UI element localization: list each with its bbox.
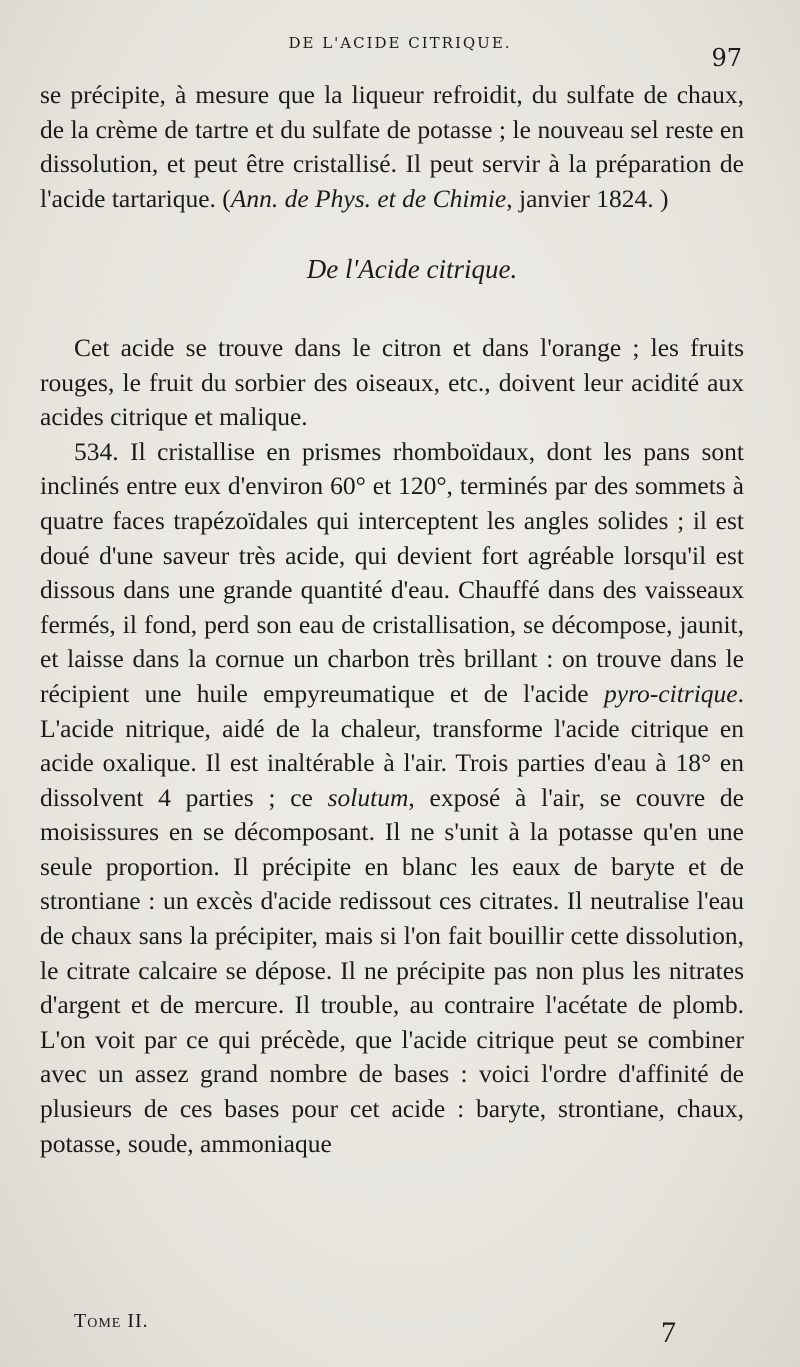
paragraph-534 (40, 435, 744, 1161)
italic-term: solutum (327, 782, 409, 812)
paragraph-text: , exposé à l'air, se couvre de moisissures en se décomposant. Il ne s'unit à la potasse qu'en une seule proportion. Il précipite en blanc les eaux de baryte et de strontiane : un excès d'acide redissout ces citrates. Il neutralise l'eau de chaux sans la précipiter, mais si l'on fait bouillir cette dissolution, le citrate calcaire se dépose. Il ne précipite pas non plus les nitrates d'argent et de mercure. Il trouble, au contraire l'acétate de plomb. L'on voit par ce qui précède, que l'acide citrique peut se combiner avec un assez grand nombre de bases : voici l'ordre d'affinité de plusieurs de ces bases pour cet acide : baryte, strontiane, chaux, potasse, soude, ammoniaque (40, 782, 744, 1158)
citation-date: , janvier 1824. ) (506, 183, 669, 213)
running-head: DE L'ACIDE CITRIQUE. (288, 34, 512, 52)
page-number: 97 (711, 44, 742, 72)
signature-mark: Tome II. (74, 1310, 149, 1332)
section-heading: De l'Acide citrique. (306, 254, 518, 285)
body-text (40, 78, 744, 1161)
gathering-number: 7 (661, 1316, 676, 1349)
italic-term: pyro-citrique (604, 678, 738, 708)
citation-title: Ann. de Phys. et de Chimie (230, 183, 507, 213)
paragraph-text: se précipite, à mesure que la liqueur refroidit, du sulfate de chaux, de la crème de tartre et du sulfate de potasse ; le nouveau sel reste en dissolution, et peut être cristallisé. Il peut servir à la préparation de l'acide tartarique. ( (40, 80, 744, 213)
paragraph-text: . L'acide nitrique, aidé de la chaleur, transforme l'acide citrique en acide oxalique. Il est inaltérable à l'air. Trois parties d'eau à 18° en dissolvent 4 parties ; ce (40, 678, 744, 812)
paragraph-text: 534. Il cristallise en prismes rhomboïdaux, dont les pans sont inclinés entre eux d'environ 60° et 120°, terminés par des sommets à quatre faces trapézoïdales qui interceptent les angles solides ; il est doué d'une saveur très acide, qui devient fort agréable lorsqu'il est dissous dans une grande quantité d'eau. Chauffé dans des vaisseaux fermés, il fond, perd son eau de cristallisation, se décompose, jaunit, et laisse dans la cornue un charbon très brillant : on trouve dans le récipient une huile empyreumatique et de l'acide (40, 436, 744, 708)
paragraph-intro: Cet acide se trouve dans le citron et dans l'orange ; les fruits rouges, le fruit du sorbier des oiseaux, etc., doivent leur acidité aux acides citrique et malique. (40, 332, 744, 432)
paragraph-continuation (40, 78, 744, 216)
